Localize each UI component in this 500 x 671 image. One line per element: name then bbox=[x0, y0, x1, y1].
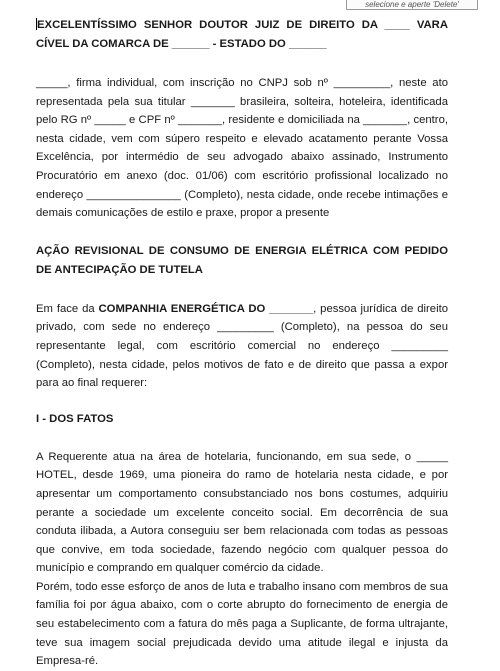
delete-hint-box: selecione e aperte 'Delete' bbox=[346, 0, 478, 10]
intro-paragraph: _____, firma individual, com inscrição no CNPJ sob nº _________, neste ato representada pela sua titular _______ brasileira, solteira, hoteleira, identificada pelo RG nº _____ e CPF nº _______, residente e domiciliada na _______, centro, nesta cidade, vem com súpero respeito e elevado acatamento perante Vossa Excelência, por intermédio de seu advogado abaixo assinado, Instrumento Procuratório em anexo (doc. 01/06) com escritório profissional localizado no endereço _______________ (Completo), nesta cidade, onde recebe intimações e demais comunicações de estilo e praxe, propor a presente bbox=[36, 77, 448, 220]
action-title: AÇÃO REVISIONAL DE CONSUMO DE ENERGIA ELÉTRICA COM PEDIDO DE ANTECIPAÇÃO DE TUTELA bbox=[36, 244, 448, 276]
section-title-facts: I - DOS FATOS bbox=[36, 412, 114, 425]
facts-paragraph-1: A Requerente atua na área de hotelaria, funcionando, em sua sede, o _____ HOTEL, desde 1969, uma pioneira do ramo de hotelaria nesta cidade, e por apresentar um comportamento consubstanciado nos bons costumes, adquiriu perante a sociedade um excelente conceito social. Em decorrência de sua conduta ilibada, a Autora conseguiu ser bem relacionada com todas as pessoas que convive, em toda sociedade, fazendo negócio com qualquer pessoa do município e comprando em qualquer comércio da cidade. bbox=[36, 450, 448, 575]
defendant-prefix: Em face da bbox=[36, 302, 99, 315]
court-header bbox=[36, 16, 448, 54]
defendant-details: , pessoa jurídica de direito privado, com sede no endereço _________ (Completo), na pessoa do seu representante legal, com escritório comercial no endereço _________ (Completo), nesta cidade, pelos motivos de fato e de direito que passa a expor para ao final requerer: bbox=[36, 302, 449, 390]
document-body bbox=[36, 16, 448, 671]
defendant-paragraph bbox=[36, 300, 448, 393]
defendant-name: COMPANHIA ENERGÉTICA DO _______ bbox=[98, 302, 314, 315]
facts-paragraph-2: Porém, todo esse esforço de anos de luta e trabalho insano com membros de sua família foi por água abaixo, com o corte abrupto do fornecimento de energia de seu estabelecimento com a fatura do mês paga a Suplicante, de forma ultrajante, teve sua imagem social prejudicada devido uma atitude ilegal e injusta da Empresa-ré. bbox=[36, 580, 448, 668]
court-header-text: EXCELENTÍSSIMO SENHOR DOUTOR JUIZ DE DIREITO DA ____ VARA CÍVEL DA COMARCA DE ______ - ESTADO DO ______ bbox=[36, 19, 448, 50]
